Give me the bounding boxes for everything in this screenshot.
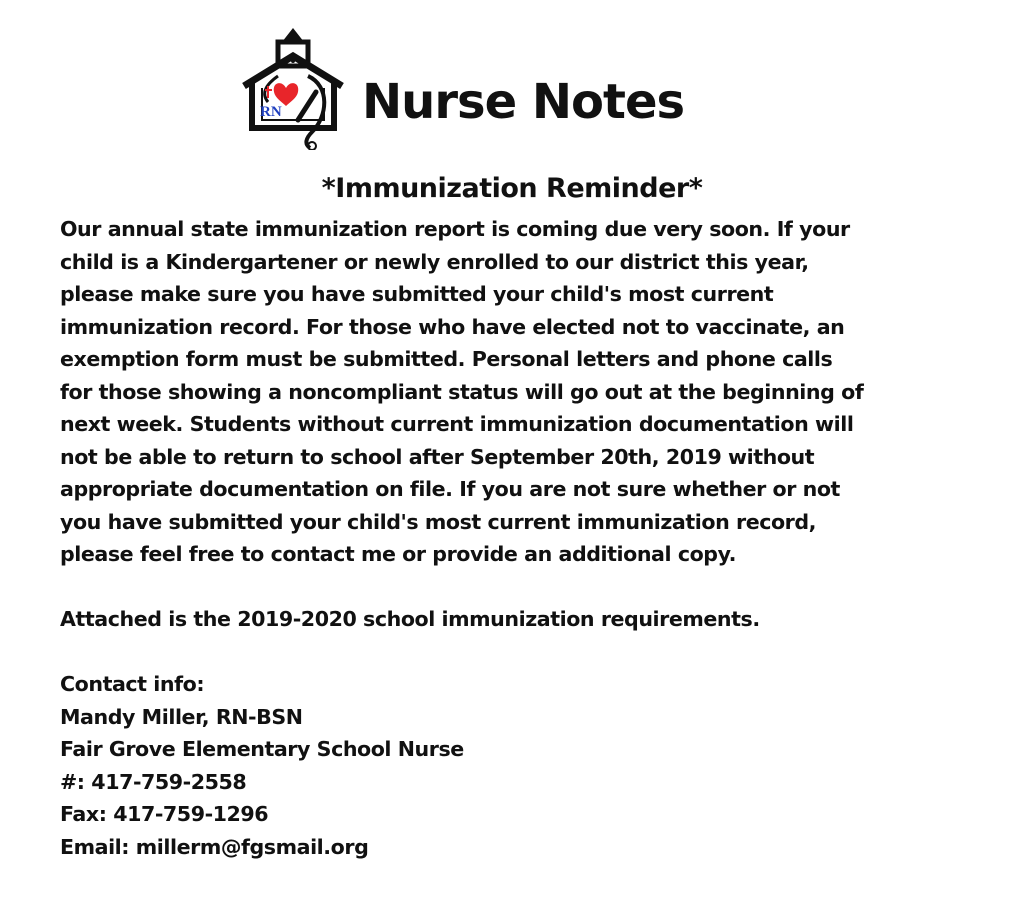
paragraph-spacer — [60, 571, 990, 604]
contact-heading: Contact info: — [60, 672, 205, 696]
body-line: exemption form must be submitted. Personal letters and phone calls — [60, 347, 833, 371]
body-line: appropriate documentation on file. If you are not sure whether or not — [60, 477, 840, 501]
notice-body — [60, 213, 990, 863]
contact-phone: #: 417-759-2558 — [60, 769, 247, 794]
section-heading — [0, 170, 1024, 208]
section-heading-text: *Immunization Reminder* — [321, 173, 703, 204]
body-line: immunization record. For those who have elected not to vaccinate, an — [60, 314, 845, 339]
body-line: not be able to return to school after September 20th, 2019 without — [60, 444, 815, 469]
paragraph-spacer — [60, 636, 990, 669]
body-line: Our annual state immunization report is coming due very soon. If your — [60, 217, 850, 241]
schoolhouse-nurse-logo-icon — [238, 20, 348, 150]
page-title: Nurse Notes — [362, 74, 685, 130]
contact-role: Fair Grove Elementary School Nurse — [60, 737, 464, 761]
contact-fax: Fax: 417-759-1296 — [60, 802, 269, 826]
attachment-note: Attached is the 2019-2020 school immunization requirements. — [60, 607, 760, 631]
contact-name: Mandy Miller, RN-BSN — [60, 704, 303, 729]
body-line: please feel free to contact me or provide an additional copy. — [60, 542, 737, 566]
body-line: child is a Kindergartener or newly enrolled to our district this year, — [60, 249, 809, 274]
body-line: please make sure you have submitted your child's most current — [60, 282, 774, 306]
body-line: you have submitted your child's most current immunization record, — [60, 509, 817, 534]
logo-rn-text: RN — [260, 104, 282, 120]
body-line: next week. Students without current immunization documentation will — [60, 412, 854, 436]
contact-email: Email: millerm@fgsmail.org — [60, 834, 369, 859]
body-line: for those showing a noncompliant status will go out at the beginning of — [60, 379, 864, 404]
